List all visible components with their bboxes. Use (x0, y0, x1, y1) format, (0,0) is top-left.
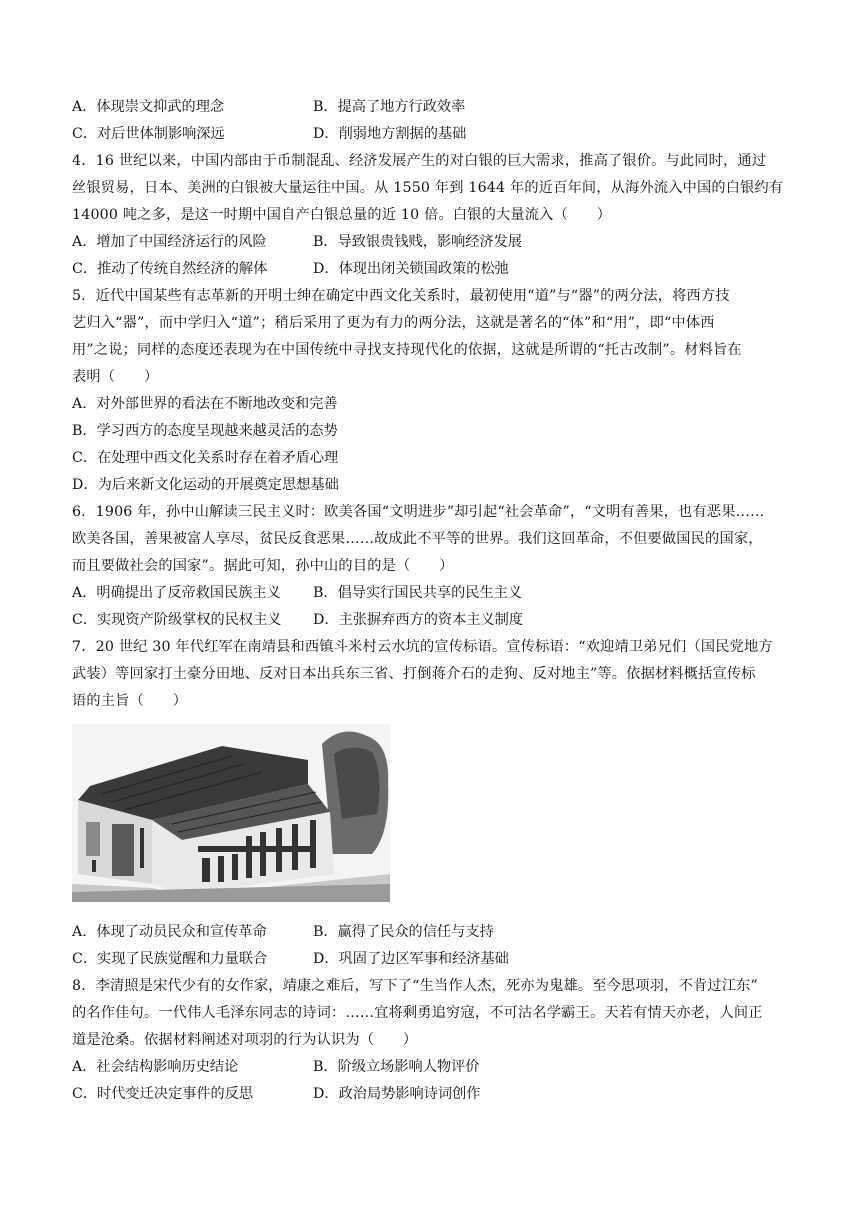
q6-stem-line: 6．1906 年，孙中山解读三民主义时：欧美各国“文明进步”却引起“社会革命”，“文明有善果，也有恶果…… (72, 504, 765, 520)
q8-option-a: A．社会结构影响历史结论 (72, 1059, 239, 1075)
q5-option-a: A．对外部世界的看法在不断地改变和完善 (72, 396, 338, 412)
q8-stem-line: 的名作佳句。一代伟人毛泽东同志的诗词：……宜将剩勇追穷寇，不可沽名学霸王。天若有情天亦老，人间正 (72, 1005, 763, 1021)
q4-option-c: C．推动了传统自然经济的解体 (72, 261, 268, 277)
q3-option-c: C．对后世体制影响深远 (72, 126, 225, 142)
q5-option-c: C．在处理中西文化关系时存在着矛盾心理 (72, 450, 339, 466)
q7-stem-line: 武装）等回家打土豪分田地、反对日本出兵东三省、打倒蒋介石的走狗、反对地主”等。依据材料概括宣传标 (72, 666, 756, 682)
q8-option-b: B．阶级立场影响人物评价 (313, 1059, 480, 1075)
q5-stem-line: 用”之说；同样的态度还表现为在中国传统中寻找支持现代化的依据，这就是所谓的“托古改制”。材料旨在 (72, 342, 742, 358)
q6-option-c: C．实现资产阶级掌权的民权主义 (72, 612, 282, 628)
q5-option-d: D．为后来新文化运动的开展奠定思想基础 (72, 477, 339, 493)
q6-option-a: A．明确提出了反帝救国民族主义 (72, 585, 281, 601)
q6-stem-line: 而且要做社会的国家”。据此可知，孙中山的目的是（ ） (72, 558, 454, 574)
q5-stem-line: 表明（ ） (72, 369, 159, 385)
q7-option-c: C．实现了民族觉醒和力量联合 (72, 951, 268, 967)
q3-option-b: B．提高了地方行政效率 (313, 99, 466, 115)
q7-option-b: B．赢得了民众的信任与支持 (313, 924, 494, 940)
q4-option-d: D．体现出闭关锁国政策的松弛 (313, 261, 509, 277)
q4-stem-line: 4．16 世纪以来，中国内部由于币制混乱、经济发展产生的对白银的巨大需求，推高了银价。与此同时，通过 (72, 153, 767, 169)
q5-option-b: B．学习西方的态度呈现越来越灵活的态势 (72, 423, 338, 439)
q5-stem-line: 5．近代中国某些有志革新的开明士绅在确定中西文化关系时，最初使用“道”与“器”的两分法，将西方技 (72, 288, 730, 304)
q4-option-b: B．导致银贵钱贱，影响经济发展 (313, 234, 523, 250)
slogan-building-photo (72, 724, 390, 902)
q6-option-b: B．倡导实行国民共享的民生主义 (313, 585, 523, 601)
q4-stem-line: 丝银贸易，日本、美洲的白银被大量运往中国。从 1550 年到 1644 年的近百年间，从海外流入中国的白银约有 (72, 180, 784, 196)
q8-stem-line: 8．李清照是宋代少有的女作家，靖康之难后，写下了“生当作人杰，死亦为鬼雄。至今思项羽，不肯过江东” (72, 978, 758, 994)
q3-option-a: A．体现崇文抑武的理念 (72, 99, 225, 115)
q6-stem-line: 欧美各国，善果被富人享尽，贫民反食恶果……故成此不平等的世界。我们这回革命，不但要做国民的国家， (72, 531, 763, 547)
q4-stem-line: 14000 吨之多，是这一时期中国自产白银总量的近 10 倍。白银的大量流入（ ） (72, 207, 612, 223)
q8-stem-line: 道是沧桑。依据材料阐述对项羽的行为认识为（ ） (72, 1032, 418, 1048)
q4-option-a: A．增加了中国经济运行的风险 (72, 234, 267, 250)
q7-stem-line: 7．20 世纪 30 年代红军在南靖县和西镇斗米村云水坑的宣传标语。宣传标语：“欢迎靖卫弟兄们（国民党地方 (72, 639, 773, 655)
q5-stem-line: 艺归入“器”，而中学归入“道”；稍后采用了更为有力的两分法，这就是著名的“体”和“用”，即“中体西 (72, 315, 715, 331)
q6-option-d: D．主张摒弃西方的资本主义制度 (313, 612, 524, 628)
q7-stem-line: 语的主旨（ ） (72, 693, 188, 709)
q3-option-d: D．削弱地方割据的基础 (313, 126, 467, 142)
q8-option-d: D．政治局势影响诗词创作 (313, 1086, 481, 1102)
q7-option-d: D．巩固了边区军事和经济基础 (313, 951, 509, 967)
q8-option-c: C．时代变迁决定事件的反思 (72, 1086, 254, 1102)
q7-option-a: A．体现了动员民众和宣传革命 (72, 924, 267, 940)
